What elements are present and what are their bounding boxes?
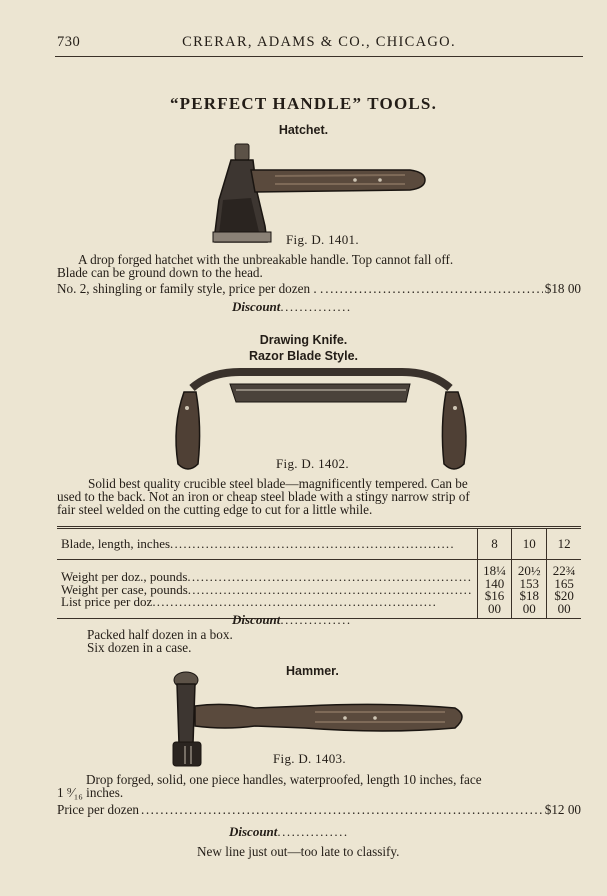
hammer-description-line1: Drop forged, solid, one piece handles, waterproofed, length 10 inches, face [86,772,482,787]
drawing-knife-description-line2: used to the back. Not an iron or cheap steel blade with a stingy narrow strip of [57,489,470,504]
table-header-label: Blade, length, inches ..... [57,528,477,560]
drawing-knife-spec-table [57,526,581,619]
hatchet-item-label: No. 2, shingling or family style, price per dozen . . [57,281,324,296]
hatchet-description-line2: Blade can be ground down to the head. [57,265,263,280]
running-head: CRERAR, ADAMS & CO., CHICAGO. [182,34,456,50]
packing-note-2: Six dozen in a case. [87,640,192,655]
drawing-knife-discount-label: Discount [232,612,281,627]
table-row-label: List price per doz ..... [61,596,473,609]
table-row-label: Weight per case, pounds ..... [61,584,473,597]
table-cell: 22¾ [552,563,576,578]
drawing-knife-description-line3: fair steel welded on the cutting edge to cut for a little while. [57,502,373,517]
discount-dots: ............... [277,824,349,839]
discount-dots: ............... [280,299,352,314]
hammer-price-line [57,803,581,817]
table-column-10 [512,560,547,619]
hammer-description-line2: 1 ⁹⁄₁₆ inches. [57,785,124,800]
drawing-knife-heading: Drawing Knife. [259,333,348,347]
hatchet-discount-line [232,299,352,315]
page-number: 730 [57,34,81,50]
hatchet-heading: Hatchet. [278,123,329,137]
hatchet-item-price: $18 00 [544,281,581,296]
drawing-knife-discount-line [232,612,352,628]
leader-dots [141,803,543,817]
table-cell: $20 00 [554,588,574,616]
hammer-footnote: New line just out—too late to classify. [197,844,400,859]
table-cell: $16 00 [484,588,505,616]
table-column-12 [547,560,581,619]
hatchet-price-line [57,282,581,296]
hatchet-figure-caption: Fig. D. 1401. [286,232,359,247]
drawing-knife-figure-caption: Fig. D. 1402. [276,456,349,471]
drawing-knife-subheading: Razor Blade Style. [248,349,359,363]
table-column-8 [477,560,512,619]
drawing-knife-description-line1: Solid best quality crucible steel blade—magnificently tempered. Can be [88,476,468,491]
table-cell: 153 [519,575,539,591]
header-rule [55,56,583,57]
table-header-cell: 8 [477,528,512,560]
table-row-labels [57,560,477,619]
table-header-row [57,528,581,560]
hammer-discount-label: Discount [229,824,278,839]
discount-dots: ............... [280,612,352,627]
table-cell: 18¼ [483,563,506,578]
packing-note-1: Packed half dozen in a box. [87,627,233,642]
table-cell: $18 00 [519,588,539,616]
section-title: “PERFECT HANDLE” TOOLS. [169,94,438,113]
hammer-figure-caption: Fig. D. 1403. [273,751,346,766]
hammer-heading: Hammer. [286,664,339,678]
table-cell: 165 [554,575,574,591]
page-header [57,34,581,54]
table-header-cell: 12 [547,528,581,560]
table-body-row [57,560,581,619]
hammer-price: $12 00 [544,802,581,817]
table-header-cell: 10 [512,528,547,560]
table-cell: 140 [484,575,505,591]
table-row-label: Weight per doz., pounds ..... [61,571,473,584]
table-cell: 20½ [517,563,541,578]
leader-dots [325,282,542,296]
hatchet-discount-label: Discount [232,299,281,314]
hammer-discount-line [229,824,349,840]
hatchet-description-line1: A drop forged hatchet with the unbreakable handle. Top cannot fall off. [78,252,454,267]
hammer-price-label: Price per dozen [57,802,140,817]
